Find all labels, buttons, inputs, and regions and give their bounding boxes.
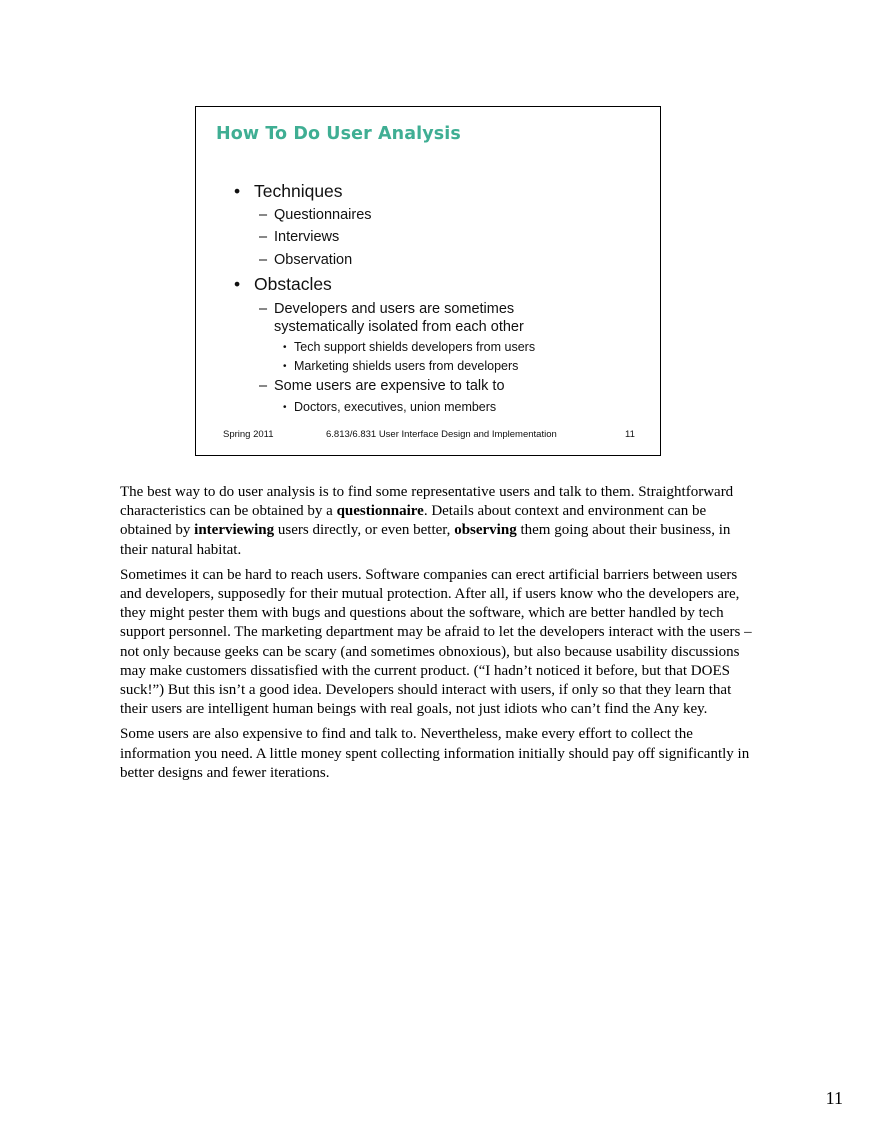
- sub-bullet-isolation-continued: [274, 320, 524, 336]
- text-run: users directly, or even better,: [274, 522, 455, 539]
- sub-bullet-expensive: [259, 379, 505, 395]
- sub-bullet-isolation: [259, 302, 514, 318]
- paragraph-expensive-users: Some users are also expensive to find and talk to. Nevertheless, make every effort to collect the information you need. A little money spent collecting information initially should pay off significantly in better designs and fewer iterations.: [120, 726, 750, 781]
- sub-sub-bullet-tech-support: [283, 341, 535, 355]
- sub-bullet-label: Questionnaires: [274, 207, 372, 223]
- page-number: 11: [825, 1088, 843, 1108]
- sub-bullet-label: Developers and users are sometimes: [274, 301, 515, 317]
- term-interviewing: interviewing: [194, 522, 275, 539]
- sub-sub-bullet-label: Doctors, executives, union members: [294, 400, 497, 414]
- dash-marker: –: [259, 229, 268, 245]
- bullet-obstacles: [234, 275, 332, 294]
- sub-bullet-label: systematically isolated from each other: [274, 319, 524, 335]
- sub-sub-bullet-doctors: [283, 401, 496, 415]
- paragraph-user-analysis: [120, 483, 760, 560]
- slide-footer-course: 6.813/6.831 User Interface Design and Implementation: [326, 429, 557, 440]
- sub-bullet-label: Interviews: [274, 229, 340, 245]
- paragraph-reaching-users: Sometimes it can be hard to reach users. Software companies can erect artificial barriers between users and developers, supposedly for their mutual protection. After all, if users know who the developers are, they might pester them with bugs and questions about the software, which are better handled by tech support personnel. The marketing department may be afraid to let the developers interact with the users – not only because geeks can be scary (and sometimes obnoxious), but also because usability discussions may make customers dissatisfied with the current product. (“I hadn’t noticed it before, but that DOES suck!”) But this isn’t a good idea. Developers should interact with users, if only so that they learn that their users are intelligent human beings with real goals, not just idiots who can’t find the Any key.: [120, 566, 752, 718]
- dash-marker: –: [259, 207, 268, 223]
- slide-footer-term: Spring 2011: [223, 429, 274, 440]
- dash-marker: –: [259, 301, 268, 317]
- sub-bullet-label: Observation: [274, 252, 353, 268]
- text-run: The best way to do user analysis is to find some representative users and talk to them. Straightforward characteristics can be obtained by a: [120, 484, 734, 520]
- bullet-marker: •: [283, 342, 287, 353]
- sub-bullet-label: Some users are expensive to talk to: [274, 378, 505, 394]
- term-observing: observing: [454, 522, 517, 539]
- text-run: . Details about context and environment can be obtained by: [120, 503, 707, 539]
- bullet-marker: •: [283, 402, 287, 413]
- dash-marker: –: [259, 252, 268, 268]
- bullet-marker: •: [234, 181, 241, 201]
- sub-bullet-observation: [259, 253, 352, 269]
- sub-sub-bullet-label: Marketing shields users from developers: [294, 359, 519, 373]
- sub-bullet-interviews: [259, 230, 339, 246]
- bullet-label: Techniques: [254, 181, 343, 201]
- sub-sub-bullet-label: Tech support shields developers from users: [294, 340, 536, 354]
- dash-marker: –: [259, 378, 268, 394]
- term-questionnaire: questionnaire: [336, 503, 424, 520]
- bullet-marker: •: [283, 361, 287, 372]
- bullet-techniques: [234, 182, 343, 201]
- lecture-slide: [195, 106, 661, 456]
- sub-bullet-questionnaires: [259, 208, 372, 224]
- text-run: them going about their business, in their natural habitat.: [120, 522, 731, 558]
- slide-title: How To Do User Analysis: [216, 124, 461, 144]
- slide-footer-number: 11: [625, 429, 635, 440]
- sub-sub-bullet-marketing: [283, 360, 518, 374]
- bullet-label: Obstacles: [254, 274, 332, 294]
- bullet-marker: •: [234, 274, 241, 294]
- notes-body: [120, 483, 760, 789]
